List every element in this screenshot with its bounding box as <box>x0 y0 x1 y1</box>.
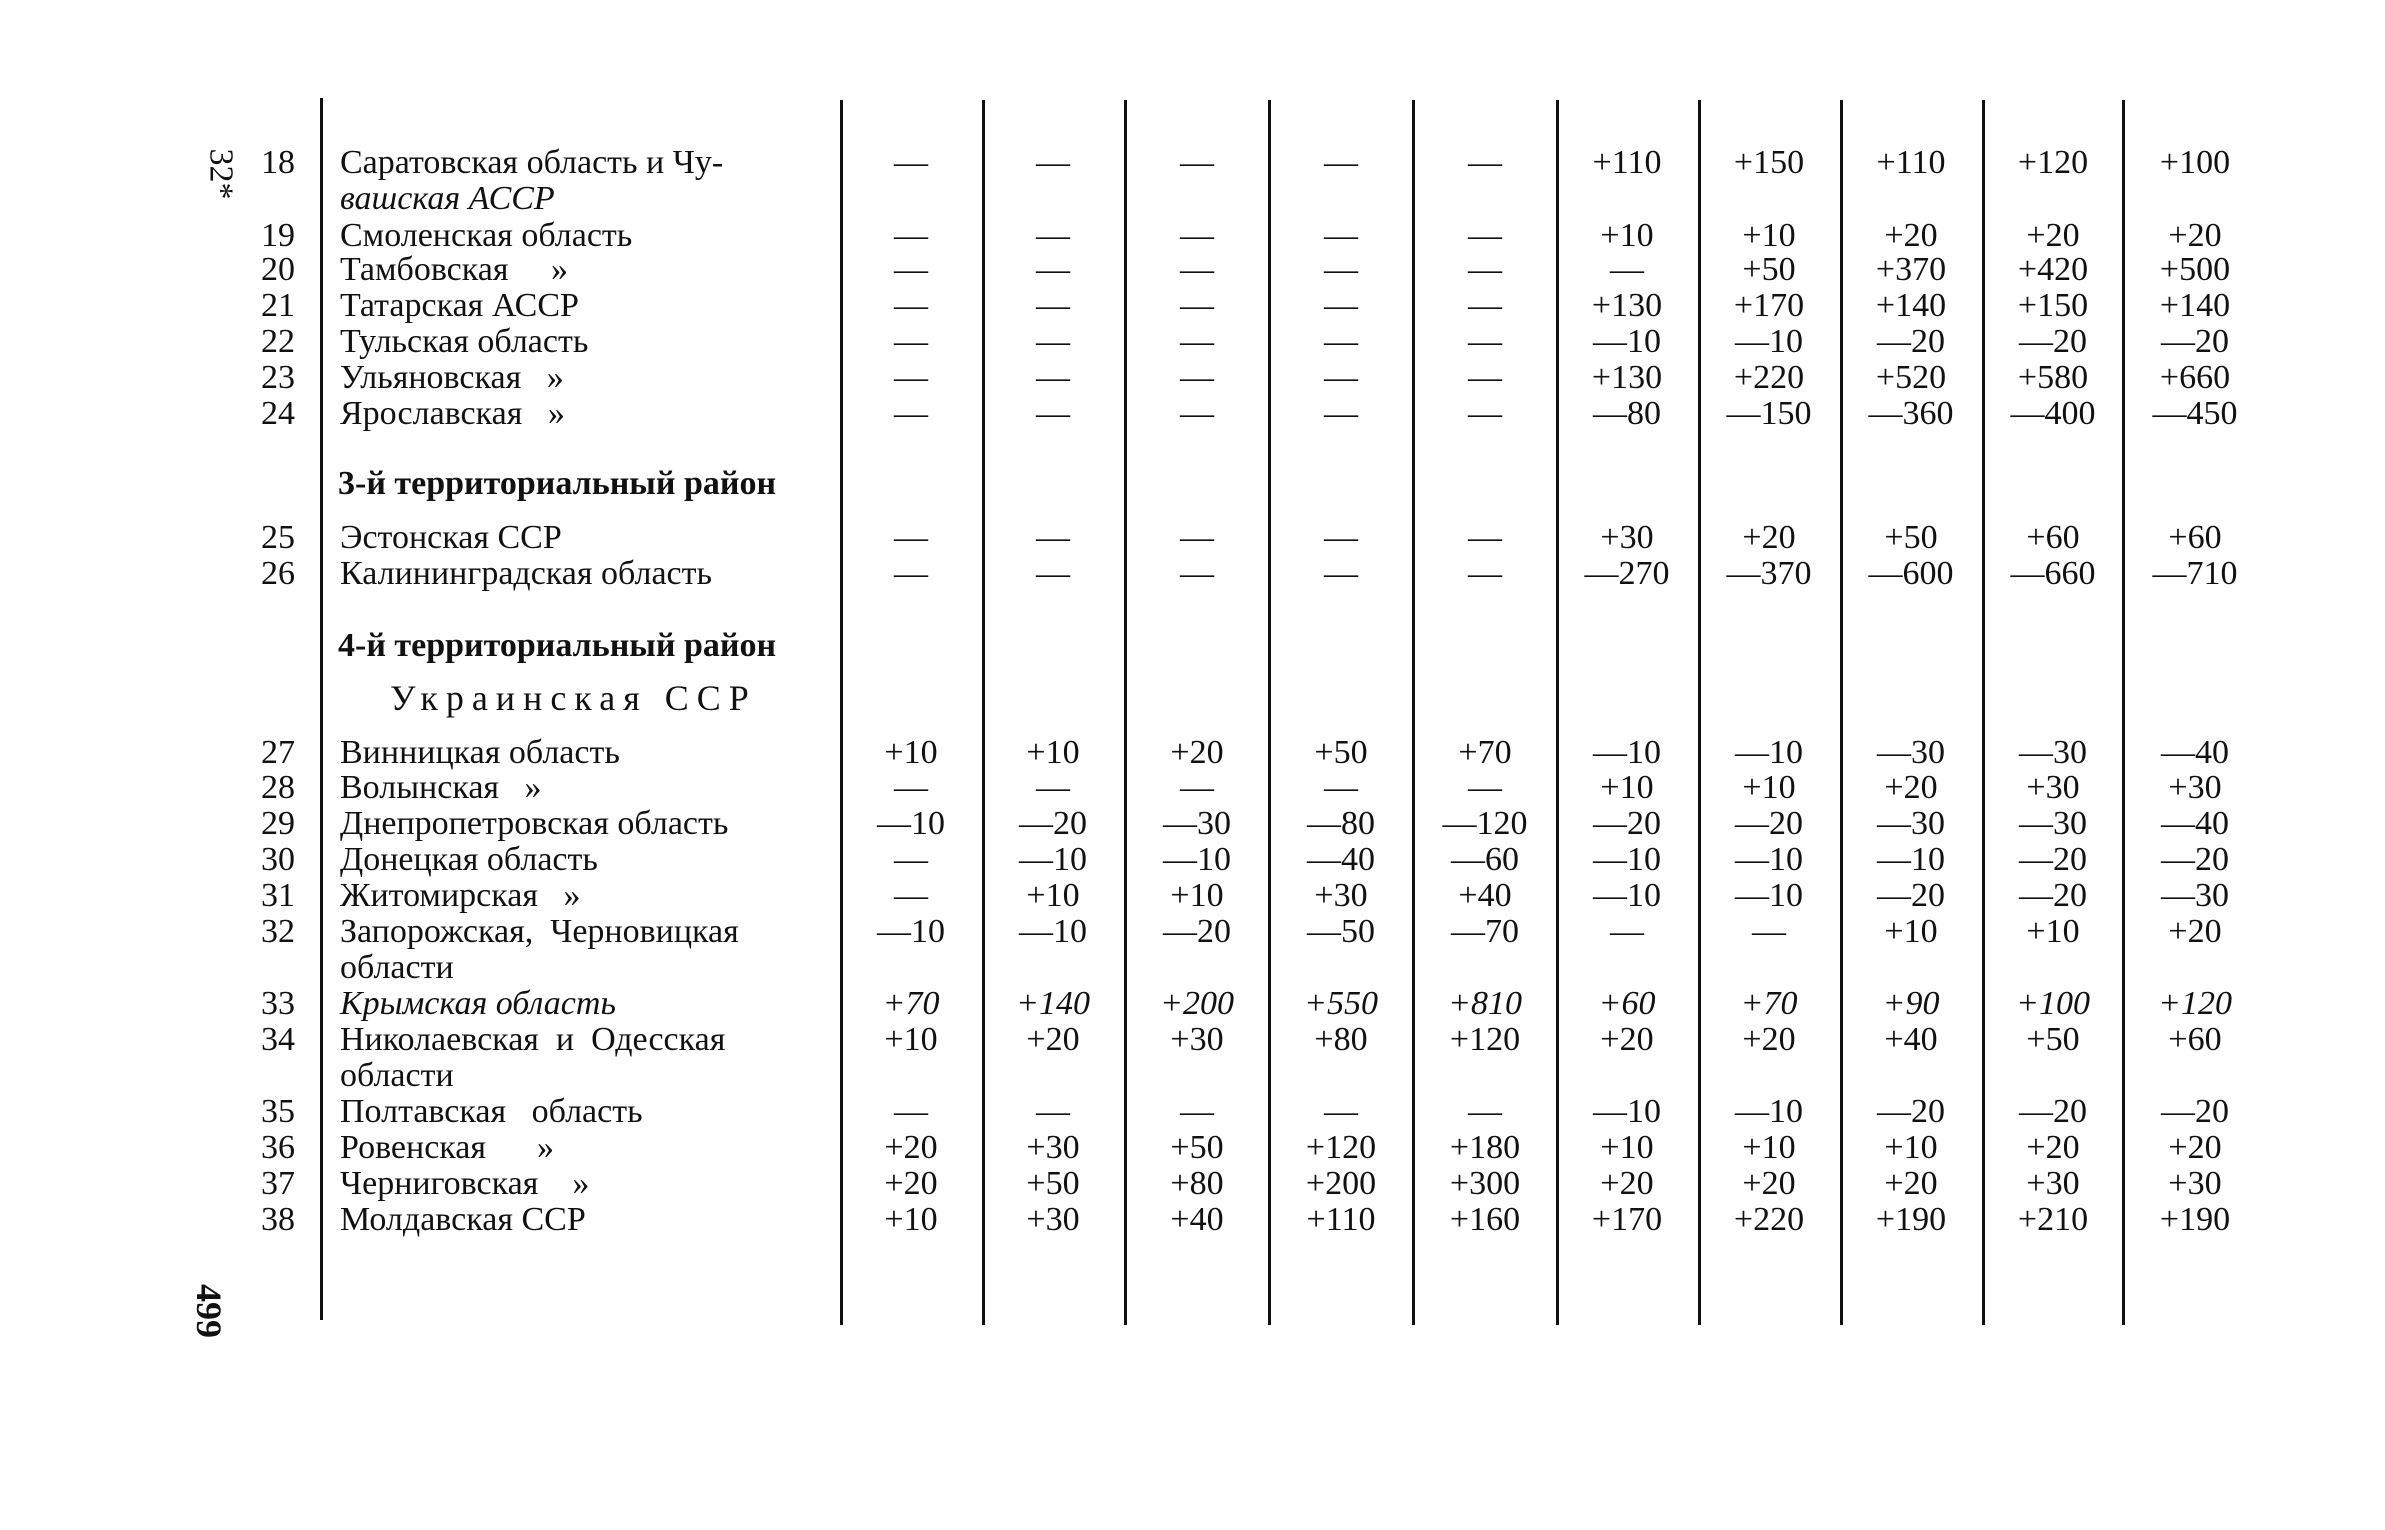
value-cell: +80 <box>1314 1021 1368 1058</box>
value-cell: +220 <box>1733 359 1805 396</box>
row-number: 38 <box>261 1201 295 1238</box>
value-cell: +30 <box>1314 877 1368 914</box>
value-cell: +90 <box>1882 985 1940 1022</box>
value-cell: —10 <box>1019 841 1087 878</box>
value-cell: +10 <box>1884 913 1938 950</box>
value-cell: +20 <box>884 1165 938 1202</box>
value-cell: —30 <box>2019 734 2087 771</box>
value-cell: —40 <box>2161 734 2229 771</box>
value-cell: — <box>1324 395 1358 432</box>
value-cell: +420 <box>2017 251 2089 288</box>
row-number: 27 <box>261 734 295 771</box>
value-cell: +30 <box>1026 1129 1080 1166</box>
value-cell: —20 <box>2161 841 2229 878</box>
value-cell: +120 <box>1449 1021 1521 1058</box>
value-cell: +200 <box>1305 1165 1377 1202</box>
value-cell: —10 <box>877 805 945 842</box>
value-cell: — <box>1180 395 1214 432</box>
value-cell: — <box>1036 251 1070 288</box>
value-cell: +140 <box>1016 985 1090 1022</box>
value-cell: —20 <box>1735 805 1803 842</box>
region-name: Тамбовская » <box>340 251 569 288</box>
value-cell: —660 <box>2010 555 2096 592</box>
value-cell: —30 <box>2019 805 2087 842</box>
row-number: 31 <box>261 877 295 914</box>
table-row <box>0 986 2385 1022</box>
value-cell: —10 <box>1735 877 1803 914</box>
table-row <box>0 218 2385 254</box>
value-cell: — <box>1610 251 1644 288</box>
value-cell: — <box>1180 217 1214 254</box>
value-cell: —80 <box>1593 395 1661 432</box>
region-name: Эстонская ССР <box>340 519 562 556</box>
region-name: Крымская область <box>340 985 616 1022</box>
value-cell: +190 <box>2159 1201 2231 1238</box>
value-cell: +810 <box>1448 985 1522 1022</box>
value-cell: —10 <box>1163 841 1231 878</box>
value-cell: — <box>1468 1093 1502 1130</box>
table-row <box>0 360 2385 396</box>
row-number: 18 <box>261 144 295 181</box>
value-cell: —60 <box>1451 841 1519 878</box>
region-name: Запорожская, Черновицкая <box>340 913 739 950</box>
value-cell: +30 <box>2026 1165 2080 1202</box>
value-cell: —20 <box>2019 323 2087 360</box>
value-cell: —80 <box>1307 805 1375 842</box>
row-number: 34 <box>261 1021 295 1058</box>
value-cell: +20 <box>1600 1021 1654 1058</box>
value-cell: +20 <box>1884 1165 1938 1202</box>
value-cell: — <box>1324 519 1358 556</box>
value-cell: +80 <box>1170 1165 1224 1202</box>
value-cell: — <box>1468 251 1502 288</box>
value-cell: +30 <box>2168 769 2222 806</box>
value-cell: — <box>1180 287 1214 324</box>
value-cell: +60 <box>1598 985 1656 1022</box>
value-cell: +10 <box>1600 769 1654 806</box>
row-number: 25 <box>261 519 295 556</box>
value-cell: — <box>1180 519 1214 556</box>
value-cell: — <box>1468 769 1502 806</box>
value-cell: +10 <box>1170 877 1224 914</box>
value-cell: +40 <box>1884 1021 1938 1058</box>
value-cell: —70 <box>1451 913 1519 950</box>
value-cell: — <box>1468 519 1502 556</box>
value-cell: — <box>894 1093 928 1130</box>
region-name: Черниговская » <box>340 1165 590 1202</box>
value-cell: +60 <box>2168 1021 2222 1058</box>
region-name-continued: области <box>340 1057 454 1094</box>
value-cell: — <box>1324 217 1358 254</box>
value-cell: —10 <box>877 913 945 950</box>
value-cell: +190 <box>1875 1201 1947 1238</box>
value-cell: +30 <box>1170 1021 1224 1058</box>
value-cell: — <box>1036 217 1070 254</box>
value-cell: —30 <box>1877 734 1945 771</box>
value-cell: —150 <box>1726 395 1812 432</box>
region-name: Татарская АССР <box>340 287 579 324</box>
value-cell: — <box>894 877 928 914</box>
value-cell: +300 <box>1449 1165 1521 1202</box>
value-cell: +20 <box>2168 913 2222 950</box>
value-cell: —30 <box>1877 805 1945 842</box>
region-name: Днепропетровская область <box>340 805 729 842</box>
value-cell: +50 <box>2026 1021 2080 1058</box>
value-cell: +70 <box>1458 734 1512 771</box>
value-cell: —370 <box>1726 555 1812 592</box>
value-cell: +20 <box>2168 1129 2222 1166</box>
row-number: 36 <box>261 1129 295 1166</box>
table-row <box>0 1166 2385 1202</box>
value-cell: — <box>1468 395 1502 432</box>
table-row <box>0 1021 2385 1094</box>
value-cell: — <box>1036 395 1070 432</box>
value-cell: — <box>894 555 928 592</box>
value-cell: +20 <box>1884 769 1938 806</box>
value-cell: +200 <box>1160 985 1234 1022</box>
value-cell: +20 <box>884 1129 938 1166</box>
value-cell: — <box>1036 287 1070 324</box>
value-cell: — <box>894 519 928 556</box>
value-cell: +50 <box>1026 1165 1080 1202</box>
value-cell: +150 <box>2017 287 2089 324</box>
value-cell: +10 <box>1026 877 1080 914</box>
table-row <box>0 878 2385 914</box>
table-row <box>0 1094 2385 1130</box>
table-row <box>0 1130 2385 1166</box>
value-cell: +50 <box>1742 251 1796 288</box>
value-cell: — <box>894 217 928 254</box>
value-cell: —30 <box>1163 805 1231 842</box>
region-name: Ярославская » <box>340 395 565 432</box>
value-cell: — <box>1324 287 1358 324</box>
table-row <box>0 735 2385 771</box>
value-cell: —710 <box>2152 555 2238 592</box>
value-cell: +20 <box>2026 1129 2080 1166</box>
value-cell: — <box>1610 913 1644 950</box>
value-cell: — <box>1180 1093 1214 1130</box>
value-cell: — <box>894 144 928 181</box>
table-row <box>0 556 2385 592</box>
table-row <box>0 842 2385 878</box>
value-cell: — <box>1036 555 1070 592</box>
value-cell: —20 <box>1877 323 1945 360</box>
value-cell: +550 <box>1304 985 1378 1022</box>
region-name: Житомирская » <box>340 877 581 914</box>
row-number: 32 <box>261 913 295 950</box>
value-cell: +100 <box>2159 144 2231 181</box>
value-cell: — <box>1036 769 1070 806</box>
value-cell: —40 <box>2161 805 2229 842</box>
value-cell: — <box>1180 144 1214 181</box>
value-cell: +20 <box>1742 1165 1796 1202</box>
value-cell: —20 <box>1877 877 1945 914</box>
row-number: 19 <box>261 217 295 254</box>
region-name: Ровенская » <box>340 1129 555 1166</box>
value-cell: — <box>1324 769 1358 806</box>
value-cell: +10 <box>1600 217 1654 254</box>
region-name: Волынская » <box>340 769 542 806</box>
value-cell: — <box>894 359 928 396</box>
row-number: 28 <box>261 769 295 806</box>
value-cell: +110 <box>1876 144 1946 181</box>
row-number: 35 <box>261 1093 295 1130</box>
value-cell: +10 <box>884 1021 938 1058</box>
value-cell: +170 <box>1591 1201 1663 1238</box>
value-cell: +50 <box>1314 734 1368 771</box>
value-cell: +120 <box>2017 144 2089 181</box>
value-cell: +70 <box>1740 985 1798 1022</box>
region-name: Смоленская область <box>340 217 633 254</box>
value-cell: — <box>1180 251 1214 288</box>
region-name: Ульяновская » <box>340 359 564 396</box>
row-number: 20 <box>261 251 295 288</box>
region-name: Донецкая область <box>340 841 598 878</box>
value-cell: +10 <box>1742 769 1796 806</box>
value-cell: —10 <box>1593 323 1661 360</box>
value-cell: +10 <box>1600 1129 1654 1166</box>
region-name: Полтавская область <box>340 1093 643 1130</box>
value-cell: —50 <box>1307 913 1375 950</box>
value-cell: —20 <box>2019 877 2087 914</box>
value-cell: —20 <box>2019 1093 2087 1130</box>
value-cell: +100 <box>2016 985 2090 1022</box>
value-cell: +370 <box>1875 251 1947 288</box>
value-cell: — <box>894 323 928 360</box>
value-cell: — <box>894 251 928 288</box>
value-cell: — <box>894 287 928 324</box>
value-cell: — <box>1752 913 1786 950</box>
table-row <box>0 288 2385 324</box>
value-cell: +10 <box>2026 913 2080 950</box>
value-cell: +60 <box>2168 519 2222 556</box>
table-row <box>0 913 2385 986</box>
value-cell: +170 <box>1733 287 1805 324</box>
value-cell: +30 <box>1600 519 1654 556</box>
value-cell: +130 <box>1591 287 1663 324</box>
value-cell: +10 <box>1742 1129 1796 1166</box>
row-number: 33 <box>261 985 295 1022</box>
value-cell: — <box>1036 323 1070 360</box>
value-cell: — <box>1036 519 1070 556</box>
value-cell: — <box>1468 144 1502 181</box>
page-number: 499 <box>189 1284 229 1338</box>
row-number: 30 <box>261 841 295 878</box>
value-cell: +140 <box>2159 287 2231 324</box>
table-row <box>0 1202 2385 1238</box>
section-heading: 4-й территориальный район <box>338 627 777 664</box>
value-cell: +160 <box>1449 1201 1521 1238</box>
value-cell: +580 <box>2017 359 2089 396</box>
value-cell: —120 <box>1442 805 1528 842</box>
value-cell: +10 <box>884 1201 938 1238</box>
value-cell: +30 <box>2168 1165 2222 1202</box>
value-cell: — <box>1180 359 1214 396</box>
value-cell: +50 <box>1170 1129 1224 1166</box>
section-heading: 3-й территориальный район <box>338 465 777 502</box>
value-cell: —20 <box>1877 1093 1945 1130</box>
value-cell: — <box>894 841 928 878</box>
value-cell: +120 <box>1305 1129 1377 1166</box>
value-cell: +130 <box>1591 359 1663 396</box>
value-cell: — <box>1036 359 1070 396</box>
value-cell: —20 <box>2161 1093 2229 1130</box>
region-name-continued: области <box>340 949 454 986</box>
value-cell: +60 <box>2026 519 2080 556</box>
row-number: 26 <box>261 555 295 592</box>
table-row <box>0 806 2385 842</box>
value-cell: —360 <box>1868 395 1954 432</box>
value-cell: —20 <box>1019 805 1087 842</box>
value-cell: +20 <box>1884 217 1938 254</box>
value-cell: — <box>1468 287 1502 324</box>
region-name: Винницкая область <box>340 734 620 771</box>
value-cell: +520 <box>1875 359 1947 396</box>
value-cell: +150 <box>1733 144 1805 181</box>
value-cell: +20 <box>2168 217 2222 254</box>
value-cell: — <box>1468 359 1502 396</box>
value-cell: +50 <box>1884 519 1938 556</box>
value-cell: +140 <box>1875 287 1947 324</box>
value-cell: — <box>1180 323 1214 360</box>
table-row <box>0 252 2385 288</box>
table-row <box>0 770 2385 806</box>
table-row <box>0 324 2385 360</box>
value-cell: +120 <box>2158 985 2232 1022</box>
value-cell: +20 <box>1742 519 1796 556</box>
value-cell: +20 <box>1600 1165 1654 1202</box>
value-cell: +20 <box>2026 217 2080 254</box>
value-cell: —10 <box>1877 841 1945 878</box>
value-cell: —10 <box>1735 323 1803 360</box>
value-cell: +210 <box>2017 1201 2089 1238</box>
value-cell: — <box>1468 323 1502 360</box>
value-cell: —270 <box>1584 555 1670 592</box>
value-cell: — <box>894 769 928 806</box>
value-cell: +180 <box>1449 1129 1521 1166</box>
value-cell: +20 <box>1742 1021 1796 1058</box>
side-mark: 32* <box>202 148 240 200</box>
value-cell: —600 <box>1868 555 1954 592</box>
value-cell: +10 <box>1742 217 1796 254</box>
value-cell: — <box>894 395 928 432</box>
value-cell: — <box>1468 217 1502 254</box>
value-cell: +10 <box>1884 1129 1938 1166</box>
row-number: 29 <box>261 805 295 842</box>
value-cell: — <box>1324 1093 1358 1130</box>
value-cell: — <box>1180 555 1214 592</box>
region-name: Молдавская ССР <box>340 1201 586 1238</box>
value-cell: —40 <box>1307 841 1375 878</box>
row-number: 24 <box>261 395 295 432</box>
value-cell: —10 <box>1735 841 1803 878</box>
value-cell: +10 <box>1026 734 1080 771</box>
value-cell: +110 <box>1306 1201 1376 1238</box>
value-cell: — <box>1036 1093 1070 1130</box>
value-cell: —10 <box>1593 734 1661 771</box>
row-number: 21 <box>261 287 295 324</box>
region-name: Тульская область <box>340 323 589 360</box>
region-name: Николаевская и Одесская <box>340 1021 726 1058</box>
value-cell: —10 <box>1593 1093 1661 1130</box>
value-cell: +660 <box>2159 359 2231 396</box>
table-row <box>0 396 2385 432</box>
value-cell: — <box>1324 144 1358 181</box>
value-cell: +70 <box>882 985 940 1022</box>
value-cell: +30 <box>1026 1201 1080 1238</box>
region-name: Саратовская область и Чу- <box>340 144 724 181</box>
value-cell: —20 <box>1593 805 1661 842</box>
row-number: 23 <box>261 359 295 396</box>
value-cell: +110 <box>1592 144 1662 181</box>
row-number: 37 <box>261 1165 295 1202</box>
value-cell: — <box>1180 769 1214 806</box>
value-cell: — <box>1468 555 1502 592</box>
value-cell: —20 <box>2161 323 2229 360</box>
value-cell: —10 <box>1593 841 1661 878</box>
value-cell: —20 <box>2019 841 2087 878</box>
value-cell: —10 <box>1019 913 1087 950</box>
value-cell: +20 <box>1170 734 1224 771</box>
value-cell: +30 <box>2026 769 2080 806</box>
value-cell: — <box>1324 251 1358 288</box>
value-cell: —10 <box>1735 734 1803 771</box>
region-name: Калининградская область <box>340 555 712 592</box>
value-cell: — <box>1036 144 1070 181</box>
table-row <box>0 520 2385 556</box>
value-cell: —20 <box>1163 913 1231 950</box>
region-name-continued: вашская АССР <box>340 180 555 217</box>
value-cell: +500 <box>2159 251 2231 288</box>
value-cell: +20 <box>1026 1021 1080 1058</box>
value-cell: —400 <box>2010 395 2096 432</box>
value-cell: +40 <box>1458 877 1512 914</box>
value-cell: —10 <box>1735 1093 1803 1130</box>
value-cell: —30 <box>2161 877 2229 914</box>
value-cell: — <box>1324 323 1358 360</box>
table-row <box>0 144 2385 217</box>
value-cell: — <box>1324 555 1358 592</box>
value-cell: — <box>1324 359 1358 396</box>
value-cell: —10 <box>1593 877 1661 914</box>
subsection-heading: Украинская ССР <box>390 678 757 718</box>
row-number: 22 <box>261 323 295 360</box>
value-cell: —450 <box>2152 395 2238 432</box>
value-cell: +220 <box>1733 1201 1805 1238</box>
value-cell: +40 <box>1170 1201 1224 1238</box>
value-cell: +10 <box>884 734 938 771</box>
